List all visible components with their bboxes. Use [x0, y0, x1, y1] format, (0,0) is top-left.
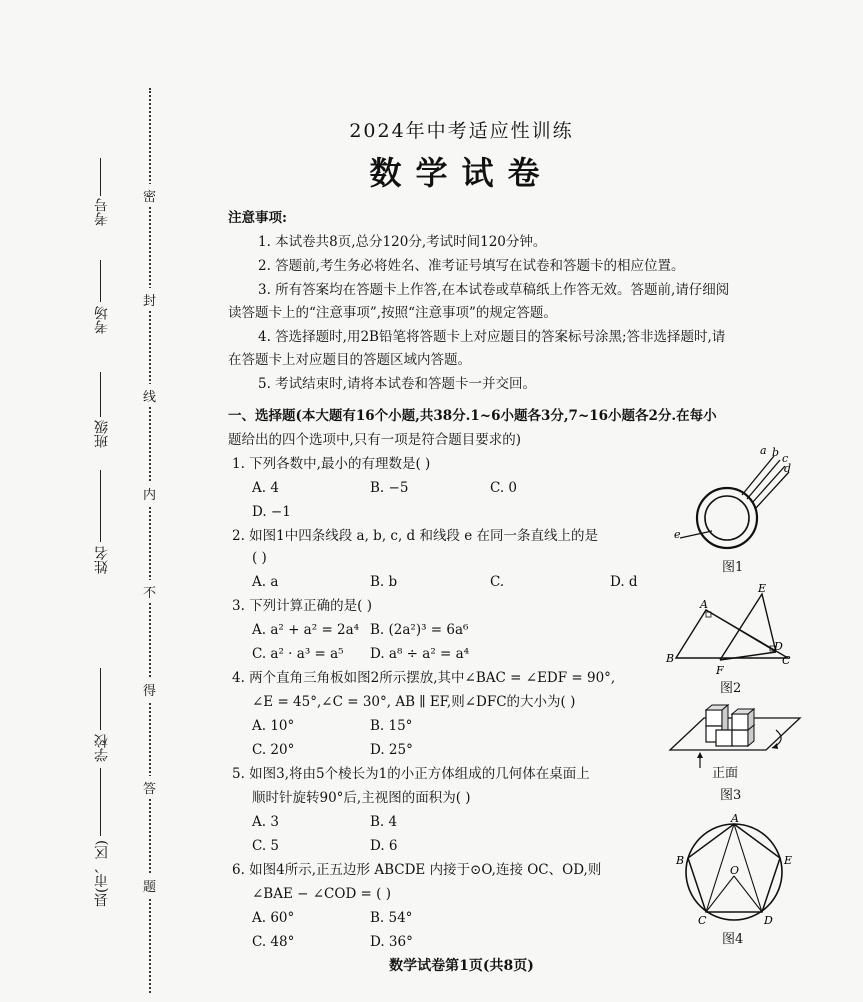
option-c[interactable]: C.: [490, 574, 505, 590]
question-stem: 5. 如图3,将由5个棱长为1的小正方体组成的几何体在桌面上: [232, 766, 590, 782]
notice-item: 读答题卡上的“注意事项”,按照“注意事项”的规定答题。: [228, 305, 557, 321]
fig1-label: c: [782, 452, 789, 465]
option-d[interactable]: D. −1: [252, 504, 291, 520]
notice-item: 4. 答选择题时,用2B铅笔将答题卡上对应题目的答案标号涂黑;答非选择题时,请: [258, 329, 726, 345]
option-b[interactable]: B. b: [370, 574, 398, 590]
section-heading-cont: 题给出的四个选项中,只有一项是符合题目要求的): [228, 432, 522, 448]
fig2-line: [706, 610, 776, 652]
fig4-label: O: [730, 864, 740, 877]
fill-line-school[interactable]: [100, 668, 101, 730]
fig1-label: d: [784, 462, 792, 475]
notice-item: 1. 本试卷共8页,总分120分,考试时间120分钟。: [258, 234, 547, 250]
fig2-label: A: [700, 598, 708, 611]
question-stem: 4. 两个直角三角板如图2所示摆放,其中∠BAC = ∠EDF = 90°,: [232, 670, 616, 686]
fig2-label: F: [716, 664, 724, 677]
label-school: 学校: [94, 734, 110, 762]
figure-4-diagram: [672, 812, 804, 930]
notice-heading: 注意事项:: [228, 210, 287, 226]
seal-char: 不: [143, 580, 156, 603]
page-footer: 数学试卷第1页(共8页): [389, 958, 534, 974]
seal-char: 得: [143, 678, 156, 701]
figure-2-diagram: [664, 580, 800, 678]
figure-1-diagram: [672, 440, 802, 560]
exam-title: 2024年中考适应性训练: [349, 120, 574, 142]
paper-title: 数学试卷: [369, 154, 554, 192]
label-exam-room: 考场: [94, 306, 110, 334]
notice-item: 在答题卡上对应题目的答题区域内答题。: [228, 352, 471, 368]
option-d[interactable]: D. a⁸ ÷ a² = a⁴: [370, 646, 470, 662]
notice-item: 2. 答题前,考生务必将姓名、准考证号填写在试卷和答题卡的相应位置。: [258, 258, 685, 274]
fill-line-county[interactable]: [100, 768, 101, 836]
fig3-cube: [706, 710, 722, 726]
question-stem-cont: 顺时针旋转90°后,主视图的面积为( ): [252, 790, 471, 806]
seal-char: 题: [143, 874, 156, 897]
fig3-cube: [732, 714, 748, 730]
option-a[interactable]: A. 4: [252, 480, 279, 496]
option-c[interactable]: C. 20°: [252, 742, 295, 758]
option-b[interactable]: B. 4: [370, 814, 398, 830]
option-d[interactable]: D. d: [610, 574, 638, 590]
fig1-segment-e: [680, 531, 712, 538]
option-c[interactable]: C. 5: [252, 838, 280, 854]
option-b[interactable]: B. (2a²)³ = 6a⁶: [370, 622, 469, 638]
seal-char: 封: [143, 288, 156, 311]
option-c[interactable]: C. 0: [490, 480, 518, 496]
fig2-triangle-edf: [720, 594, 776, 660]
question-stem: 2. 如图1中四条线段 a, b, c, d 和线段 e 在同一条直线上的是: [232, 528, 599, 544]
fig1-segment-a: [742, 456, 774, 495]
seal-char: 线: [143, 384, 156, 407]
option-d[interactable]: D. 25°: [370, 742, 413, 758]
fig4-label: A: [731, 812, 739, 825]
label-name: 姓名: [94, 546, 110, 574]
question-stem-cont: ∠BAE − ∠COD = ( ): [252, 886, 391, 902]
notice-item: 5. 考试结束时,请将本试卷和答题卡一并交回。: [258, 376, 536, 392]
figure-3-diagram: [664, 700, 804, 770]
label-exam-number: 考号: [94, 198, 110, 226]
option-a[interactable]: A. 10°: [252, 718, 295, 734]
fig1-inner-circle: [705, 496, 749, 540]
option-b[interactable]: B. 15°: [370, 718, 413, 734]
question-stem: 3. 下列计算正确的是( ): [232, 598, 372, 614]
option-c[interactable]: C. a² · a³ = a⁵: [252, 646, 344, 662]
option-a[interactable]: A. a: [252, 574, 279, 590]
fig2-label: C: [782, 654, 791, 667]
figure-4-caption: 图4: [722, 932, 744, 947]
fill-line-name[interactable]: [100, 470, 101, 542]
fig4-line-od: [734, 876, 762, 912]
fig1-segment-c: [752, 466, 785, 503]
fig1-label: a: [760, 444, 767, 457]
question-stem: 1. 下列各数中,最小的有理数是( ): [232, 456, 431, 472]
option-d[interactable]: D. 6: [370, 838, 398, 854]
notice-item: 3. 所有答案均在答题卡上作答,在本试卷或草稿纸上作答无效。答题前,请仔细阅: [258, 282, 730, 298]
fig2-label: B: [666, 652, 675, 665]
fig1-label: e: [674, 528, 681, 541]
fig4-label: C: [698, 914, 707, 927]
fig4-label: E: [784, 854, 793, 867]
option-a[interactable]: A. 60°: [252, 910, 295, 926]
fig2-label: E: [758, 582, 767, 595]
seal-char: 答: [143, 776, 156, 799]
fig1-label: b: [772, 446, 780, 459]
seal-dashed-line: [149, 88, 151, 993]
figure-3-caption: 图3: [720, 788, 742, 803]
seal-char: 密: [143, 184, 156, 207]
section-heading: 一、选择题(本大题有16个小题,共38分.1~6小题各3分,7~16小题各2分.在每小: [228, 408, 717, 424]
figure-2-caption: 图2: [720, 681, 742, 696]
fig1-segment-d: [756, 472, 789, 508]
figure-1-caption: 图1: [722, 560, 744, 575]
fig3-cube: [732, 730, 748, 746]
label-county: 县(市、区): [94, 840, 110, 907]
fig1-segment-b: [747, 460, 780, 499]
fig4-label: D: [764, 914, 773, 927]
fig3-cube: [716, 730, 732, 746]
fig2-side-fd: [720, 652, 776, 660]
option-b[interactable]: B. −5: [370, 480, 409, 496]
option-a[interactable]: A. a² + a² = 2a⁴: [252, 622, 360, 638]
seal-char: 内: [143, 482, 156, 505]
option-d[interactable]: D. 36°: [370, 934, 413, 950]
question-stem-cont: ∠E = 45°,∠C = 30°, AB ∥ EF,则∠DFC的大小为( ): [252, 694, 576, 710]
fig4-label: B: [676, 854, 685, 867]
question-stem-cont: ( ): [252, 550, 267, 566]
option-b[interactable]: B. 54°: [370, 910, 413, 926]
option-c[interactable]: C. 48°: [252, 934, 295, 950]
fig2-label: D: [774, 640, 783, 653]
question-stem: 6. 如图4所示,正五边形 ABCDE 内接于⊙O,连接 OC、OD,则: [232, 862, 602, 878]
fill-line-exam-room[interactable]: [100, 260, 101, 302]
label-class: 班级: [94, 420, 110, 448]
fig3-front-arrowhead: [697, 752, 703, 758]
fill-line-class[interactable]: [100, 372, 101, 417]
figure-3-front-label: 正面: [712, 766, 739, 781]
fig4-line-oc: [706, 876, 734, 912]
option-a[interactable]: A. 3: [252, 814, 279, 830]
